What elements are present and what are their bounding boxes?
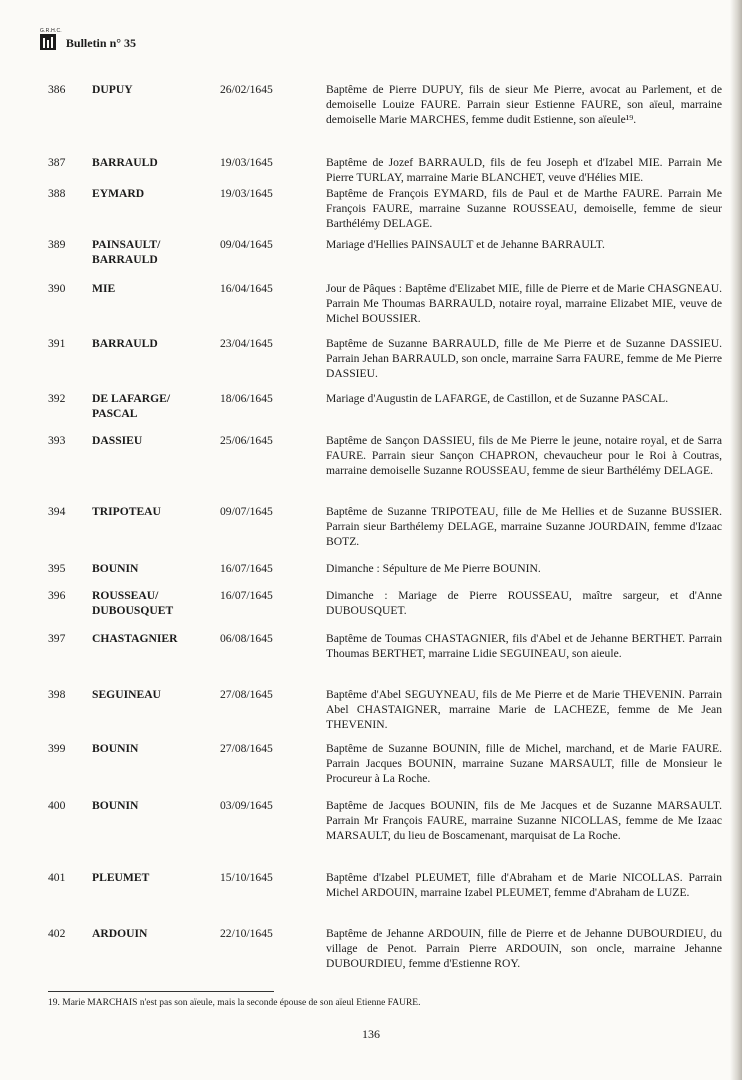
entry-description: Baptême de Suzanne BOUNIN, fille de Michel, marchand, et de Marie FAURE. Parrain Jacques BOUNIN, marraine Suzane MARSAULT, fille de Monsieur le Procureur à La Roche. bbox=[326, 742, 722, 786]
entry-date: 06/08/1645 bbox=[220, 632, 273, 645]
entry-surname: SEGUINEAU bbox=[92, 688, 161, 701]
society-logo-icon bbox=[40, 34, 56, 50]
entry-surname: ARDOUIN bbox=[92, 927, 148, 940]
entry-surname: EYMARD bbox=[92, 187, 145, 200]
entry-date: 09/04/1645 bbox=[220, 238, 273, 251]
entry-surname: DUBOUSQUET bbox=[92, 604, 174, 618]
entry-description: Baptême de Jozef BARRAULD, fils de feu Joseph et d'Izabel MIE. Parrain Me Pierre TURLAY, marraine Marie BLANCHET, veuve d'Hélies MIE. bbox=[326, 156, 722, 185]
entry-date: 25/06/1645 bbox=[220, 434, 273, 447]
entry-surnames bbox=[92, 504, 212, 519]
entry-description: Mariage d'Augustin de LAFARGE, de Castillon, et de Suzanne PASCAL. bbox=[326, 392, 669, 405]
entry-description: Baptême de Toumas CHASTAGNIER, fils d'Abel et de Jehanne BERTHET. Parrain Thoumas BERTHET, marraine Lidie SEGUINEAU, son aieule. bbox=[326, 632, 722, 661]
page-header bbox=[40, 28, 136, 50]
entry-date: 15/10/1645 bbox=[220, 871, 273, 884]
entry-surnames bbox=[92, 391, 212, 421]
page-number: 136 bbox=[362, 1027, 380, 1041]
entry-date: 27/08/1645 bbox=[220, 742, 273, 755]
logo-caption: G.R.H.C. bbox=[40, 28, 62, 34]
entry-date: 16/07/1645 bbox=[220, 589, 273, 602]
entry-surname: BARRAULD bbox=[92, 156, 158, 169]
entry-number: 401 bbox=[48, 871, 66, 884]
entry-number: 394 bbox=[48, 505, 66, 518]
entry-description: Dimanche : Sépulture de Me Pierre BOUNIN. bbox=[326, 562, 541, 575]
entry-surnames bbox=[92, 798, 212, 813]
entry-surnames bbox=[92, 82, 212, 97]
entry-date: 23/04/1645 bbox=[220, 337, 273, 350]
entry-number: 399 bbox=[48, 742, 66, 755]
entry-surname: DE LAFARGE/ bbox=[92, 392, 171, 405]
entry-number: 393 bbox=[48, 434, 66, 447]
entry-description: Jour de Pâques : Baptême d'Elizabet MIE, fille de Pierre et de Marie CHASGNEAU. Parrain Me Thoumas BARRAULD, notaire royal, marraine Elizabet MIE, veuve de Michel BOUSSIER. bbox=[326, 282, 722, 326]
entry-description: Baptême de Suzanne TRIPOTEAU, fille de Me Hellies et de Suzanne BUSSIER. Parrain sieur Barthélemy DELAGE, marraine Suzanne JOURDAIN, femme d'Izaac BOTZ. bbox=[326, 505, 722, 549]
entry-number: 390 bbox=[48, 282, 66, 295]
entry-number: 388 bbox=[48, 187, 66, 200]
entry-surname: PASCAL bbox=[92, 407, 138, 421]
entry-surname: PAINSAULT/ bbox=[92, 238, 161, 251]
page-edge-shadow bbox=[730, 0, 742, 1080]
entry-number: 391 bbox=[48, 337, 66, 350]
entry-number: 386 bbox=[48, 83, 66, 96]
entry-surname: ROUSSEAU/ bbox=[92, 589, 159, 602]
entry-description: Baptême de Jacques BOUNIN, fils de Me Jacques et de Suzanne MARSAULT. Parrain Mr François FAURE, marraine Suzanne NICOLLAS, femme de Me Izaac MARSAULT, du lieu de Boscamenant, marquisat de La Roche. bbox=[326, 799, 722, 843]
entry-description: Baptême d'Izabel PLEUMET, fille d'Abraham et de Marie NICOLLAS. Parrain Michel ARDOUIN, marraine Izabel PLEUMET, femme d'Abraham de LUZE. bbox=[326, 871, 722, 900]
entry-surnames bbox=[92, 926, 212, 941]
entry-surnames bbox=[92, 433, 212, 448]
entry-surnames bbox=[92, 237, 212, 267]
entry-number: 387 bbox=[48, 156, 66, 169]
entry-surname: BOUNIN bbox=[92, 742, 139, 755]
entry-surname: BARRAULD bbox=[92, 337, 158, 350]
entry-description: Baptême de Sançon DASSIEU, fils de Me Pierre le jeune, notaire royal, et de Sarra FAURE. Parrain sieur Sançon CHAPRON, chevaucheur pour le Roi à Coutras, marraine demoiselle Suzanne ROUSSEAU, femme de sieur Barthélémy DELAGE. bbox=[326, 434, 722, 478]
entry-number: 402 bbox=[48, 927, 66, 940]
entry-number: 398 bbox=[48, 688, 66, 701]
entry-surnames bbox=[92, 336, 212, 351]
entry-date: 03/09/1645 bbox=[220, 799, 273, 812]
entry-surname: BARRAULD bbox=[92, 253, 158, 267]
entry-date: 19/03/1645 bbox=[220, 187, 273, 200]
entry-number: 392 bbox=[48, 392, 66, 405]
footnote-divider bbox=[48, 991, 274, 992]
entry-surname: BOUNIN bbox=[92, 562, 139, 575]
entry-number: 396 bbox=[48, 589, 66, 602]
footnote: 19. Marie MARCHAIS n'est pas son aïeule, mais la seconde épouse de son aïeul Etienne FAURE. bbox=[48, 998, 421, 1008]
entry-surnames bbox=[92, 155, 212, 170]
entry-surname: DUPUY bbox=[92, 83, 133, 96]
entry-surnames bbox=[92, 561, 212, 576]
entry-surnames bbox=[92, 870, 212, 885]
logo-block bbox=[40, 28, 62, 50]
entry-surname: DASSIEU bbox=[92, 434, 143, 447]
entry-number: 389 bbox=[48, 238, 66, 251]
bulletin-label: Bulletin n° 35 bbox=[65, 36, 137, 50]
entry-description: Dimanche : Mariage de Pierre ROUSSEAU, maître sargeur, et d'Anne DUBOUSQUET. bbox=[326, 589, 722, 618]
entry-date: 18/06/1645 bbox=[220, 392, 273, 405]
entry-description: Baptême de Pierre DUPUY, fils de sieur Me Pierre, avocat au Parlement, et de demoiselle Louize FAURE. Parrain sieur Estienne FAURE, son aïeul, marraine demoiselle Marie MARCHES, femme dudit Estienne, son aïeule¹⁹. bbox=[326, 83, 722, 127]
entry-surnames bbox=[92, 631, 212, 646]
entry-surname: PLEUMET bbox=[92, 871, 150, 884]
entry-number: 395 bbox=[48, 562, 66, 575]
entry-surname: BOUNIN bbox=[92, 799, 139, 812]
entry-date: 27/08/1645 bbox=[220, 688, 273, 701]
entry-surnames bbox=[92, 281, 212, 296]
entry-date: 26/02/1645 bbox=[220, 83, 273, 96]
entry-date: 16/04/1645 bbox=[220, 282, 273, 295]
entry-date: 19/03/1645 bbox=[220, 156, 273, 169]
entry-number: 397 bbox=[48, 632, 66, 645]
entry-description: Baptême de Suzanne BARRAULD, fille de Me Pierre et de Suzanne DASSIEU. Parrain Jehan BARRAULD, son oncle, marraine Sarra FAURE, femme de Me Pierre DASSIEU. bbox=[326, 337, 722, 381]
entry-description: Baptême de François EYMARD, fils de Paul et de Marthe FAURE. Parrain Me François FAURE, marraine Suzanne ROUSSEAU, demoiselle, femme de sieur Barthélémy DELAGE. bbox=[326, 187, 722, 231]
entry-date: 16/07/1645 bbox=[220, 562, 273, 575]
entry-surnames bbox=[92, 588, 212, 618]
entry-surnames bbox=[92, 186, 212, 201]
entry-surname: TRIPOTEAU bbox=[92, 505, 161, 518]
entry-surnames bbox=[92, 741, 212, 756]
entry-description: Baptême d'Abel SEGUYNEAU, fils de Me Pierre et de Marie THEVENIN. Parrain Abel CHASTAIGNER, marraine Marie de LACHEZE, femme de Me Jean THEVENIN. bbox=[326, 688, 722, 732]
entry-description: Baptême de Jehanne ARDOUIN, fille de Pierre et de Jehanne DUBOURDIEU, du village de Penot. Parrain Pierre ARDOUIN, son oncle, marraine Jehanne DUBOURDIEU, femme d'Estienne ROY. bbox=[326, 927, 722, 971]
entry-date: 09/07/1645 bbox=[220, 505, 273, 518]
entry-date: 22/10/1645 bbox=[220, 927, 273, 940]
entry-number: 400 bbox=[48, 799, 66, 812]
entry-surname: CHASTAGNIER bbox=[92, 632, 178, 645]
entry-surnames bbox=[92, 687, 212, 702]
entry-surname: MIE bbox=[92, 282, 116, 295]
entry-description: Mariage d'Hellies PAINSAULT et de Jehanne BARRAULT. bbox=[326, 238, 605, 251]
